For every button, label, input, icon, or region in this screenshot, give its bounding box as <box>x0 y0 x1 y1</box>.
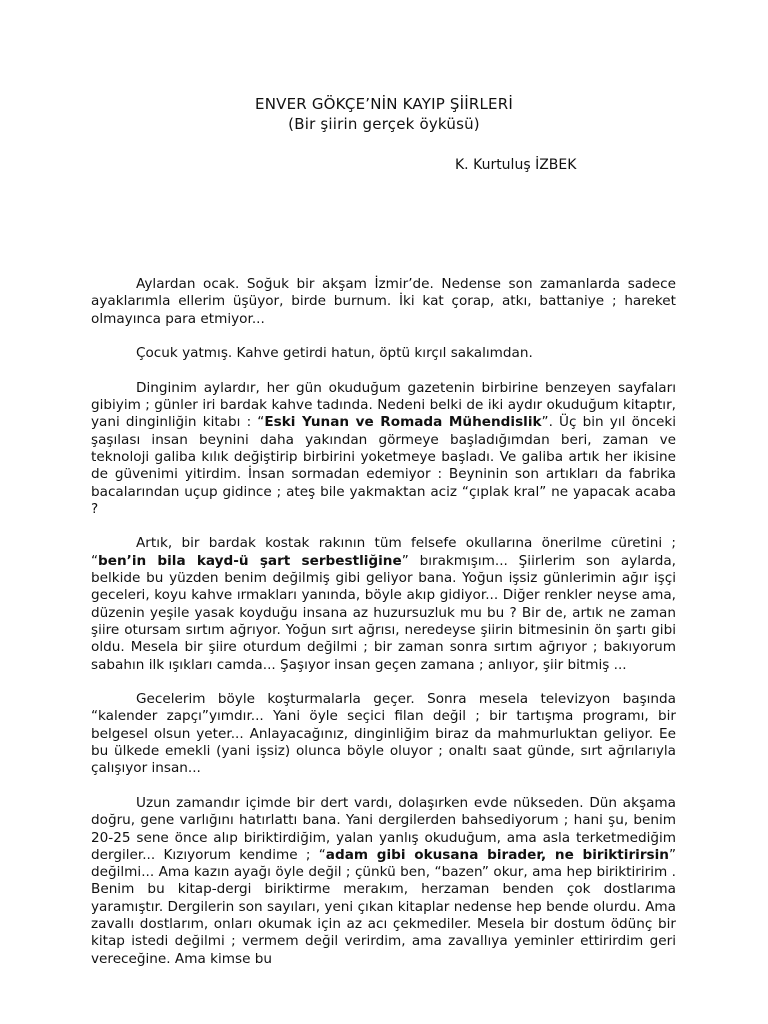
paragraph-6 <box>91 795 676 968</box>
paragraph-3-text-a: Dinginim aylardır, her gün okuduğum gazetenin birbirine benzeyen sayfaları gibiyim ; günler iri bardak kahve tadında. Nedeni belki de iki aydır okuduğum kitaptır, yani dinginliğin kitabı : “ <box>91 379 676 431</box>
title-line-2: (Bir şiirin gerçek öyküsü) <box>288 115 480 133</box>
paragraph-4-text-b: ” bırakmışım... Şiirlerim son aylarda, belkide bu yüzden benim değilmiş gibi geliyor bana. Yoğun işsiz günlerimin ağır işçi geceleri, koyu kahve ırmakları yanında, böyle akıp gidiyor... Diğer renkler neyse ama, düzenin yeşile yasak koyduğu insana az huzursuzluk mu bu ? Bir de, artık ne zaman şiire otursam sırtım ağrıyor. Yoğun sırt ağrısı, neredeyse şiirin bitmesinin ön şartı gibi oldu. Mesela bir şiire oturdum değilmi ; bir zaman sonra sırtım ağrıyor ; bakıyorum sabahın ilk ışıkları camda... Şaşıyor insan geçen zamana ; anlıyor, şiir bitmiş ... <box>91 552 676 673</box>
paragraph-6-text-b: ” değilmi... Ama kazın ayağı öyle değil ; çünkü ben, “bazen” okur, ama hep biriktiririm . Benim bu kitap-dergi biriktirme merakım, herzaman benden çok dostlarıma yaramıştır. Dergilerin son sayıları, yeni çıkan kitaplar nedense hep bende olurdu. Ama zavallı dostlarım, onları okumak için az acı çekmediler. Mesela bir dostum ödünç bir kitap istedi değilmi ; vermem değil verirdim, ama zavallıya yeminler ettirirdim geri vereceğine. Ama kimse bu <box>91 846 677 967</box>
document-body <box>91 276 676 985</box>
document-title <box>0 94 768 134</box>
paragraph-4 <box>91 535 676 673</box>
book-title-bold: Eski Yunan ve Romada Mühendislik <box>264 414 542 431</box>
quote-bold-2: adam gibi okusana birader, ne biriktirirsin <box>325 846 669 863</box>
paragraph-4-text-a: Artık, bir bardak kostak rakının tüm felsefe okullarına önerilme cüretini ; “ <box>91 535 676 569</box>
title-line-1: ENVER GÖKÇE’NİN KAYIP ŞİİRLERİ <box>255 95 513 113</box>
quote-bold: ben’in bila kayd-ü şart serbestliğine <box>98 552 402 569</box>
paragraph-3-text-b: ”. Üç bin yıl önceki şaşılası insan beynini daha yakından görmeye başladığımdan beri, zaman ve teknoloji galiba kılık değiştirip birbirini yoketmeye başladı. Ve galiba artık her ikisine de güvenimi yitirdim. İnsan sormadan edemiyor : Beyninin son artıkları da fabrika bacalarından uçup gidince ; ateş bile yakmaktan aciz “çıplak kral” ne yapacak acaba ? <box>91 414 676 517</box>
paragraph-2: Çocuk yatmış. Kahve getirdi hatun, öptü kırçıl sakalımdan. <box>136 345 533 362</box>
paragraph-1: Aylardan ocak. Soğuk bir akşam İzmir’de. Nedense son zamanlarda sadece ayaklarımla ellerim üşüyor, birde burnum. İki kat çorap, atkı, battaniye ; hareket olmayınca para etmiyor... <box>91 276 676 327</box>
author-name: K. Kurtuluş İZBEK <box>455 157 577 173</box>
paragraph-6-text-a: Uzun zamandır içimde bir dert vardı, dolaşırken evde nükseden. Dün akşama doğru, gene varlığını hatırlattı bana. Yani dergilerden bahsediyorum ; hani şu, benim 20-25 sene önce alıp biriktirdiğim, yalan yanlış okuduğum, ama asla terketmediğim dergiler... Kızıyorum kendime ; “ <box>91 794 676 863</box>
paragraph-3 <box>91 380 676 518</box>
paragraph-5: Gecelerim böyle koşturmalarla geçer. Sonra mesela televizyon başında “kalender zapçı”yımdır... Yani öyle seçici filan değil ; bir tartışma programı, bir belgesel olsun yeter... Anlayacağınız, dinginliğim biraz da mahmurluktan geliyor. Ee bu ülkede emekli (yani işsiz) olunca böyle oluyor ; onaltı saat günde, sırt ağrılarıyla çalışıyor insan... <box>91 691 676 777</box>
